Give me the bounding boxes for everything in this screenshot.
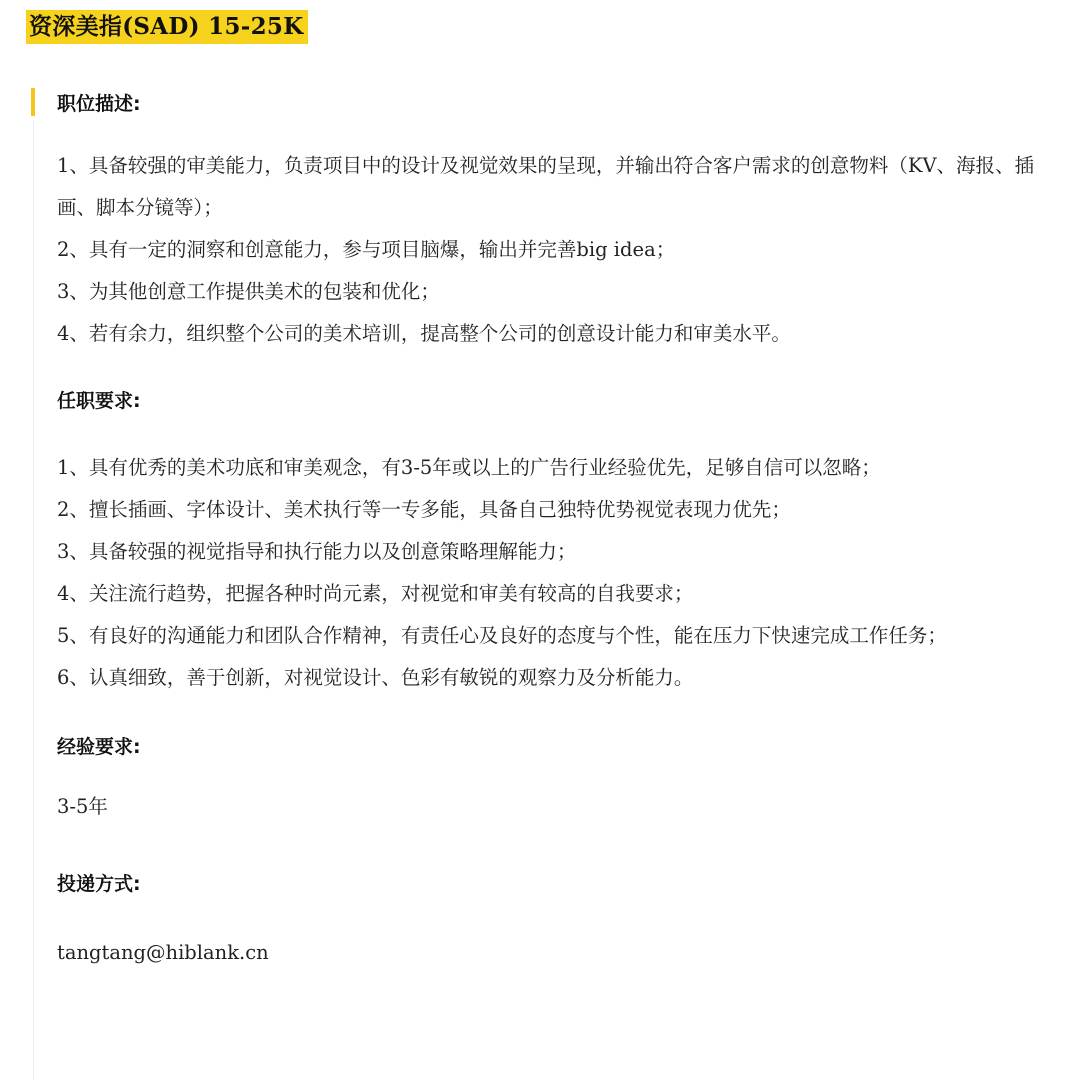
requirement-item: 6、认真细致，善于创新，对视觉设计、色彩有敏锐的观察力及分析能力。 bbox=[57, 666, 694, 689]
job-description-item: 1、具备较强的审美能力，负责项目中的设计及视觉效果的呈现，并输出符合客户需求的创意物料（KV、海报、插画、脚本分镜等）； bbox=[57, 154, 1035, 219]
requirement-item: 1、具有优秀的美术功底和审美观念，有3-5年或以上的广告行业经验优先，足够自信可以忽略； bbox=[57, 456, 881, 479]
requirement-item: 2、擅长插画、字体设计、美术执行等一专多能，具备自己独特优势视觉表现力优先； bbox=[57, 498, 791, 521]
requirements-heading: 任职要求: bbox=[57, 390, 141, 412]
left-rule-line bbox=[33, 120, 34, 1080]
job-description-heading: 职位描述: bbox=[57, 93, 141, 115]
job-title: 资深美指(SAD) 15-25K bbox=[26, 10, 308, 44]
delivery-email: tangtang@hiblank.cn bbox=[57, 941, 269, 964]
accent-bar bbox=[31, 88, 35, 116]
job-description-item: 3、为其他创意工作提供美术的包装和优化； bbox=[57, 280, 440, 303]
requirements-list bbox=[57, 447, 1072, 699]
job-content bbox=[57, 88, 1072, 974]
job-description-item: 2、具有一定的洞察和创意能力，参与项目脑爆，输出并完善big idea； bbox=[57, 238, 676, 261]
experience-heading: 经验要求: bbox=[57, 736, 141, 758]
delivery-heading: 投递方式: bbox=[57, 873, 141, 895]
job-description-list bbox=[57, 145, 1072, 355]
requirement-item: 3、具备较强的视觉指导和执行能力以及创意策略理解能力； bbox=[57, 540, 577, 563]
experience-value: 3-5年 bbox=[57, 795, 108, 818]
requirement-item: 5、有良好的沟通能力和团队合作精神，有责任心及良好的态度与个性，能在压力下快速完成工作任务； bbox=[57, 624, 947, 647]
job-description-item: 4、若有余力，组织整个公司的美术培训，提高整个公司的创意设计能力和审美水平。 bbox=[57, 322, 791, 345]
title-wrap bbox=[26, 10, 308, 44]
requirement-item: 4、关注流行趋势，把握各种时尚元素，对视觉和审美有较高的自我要求； bbox=[57, 582, 694, 605]
